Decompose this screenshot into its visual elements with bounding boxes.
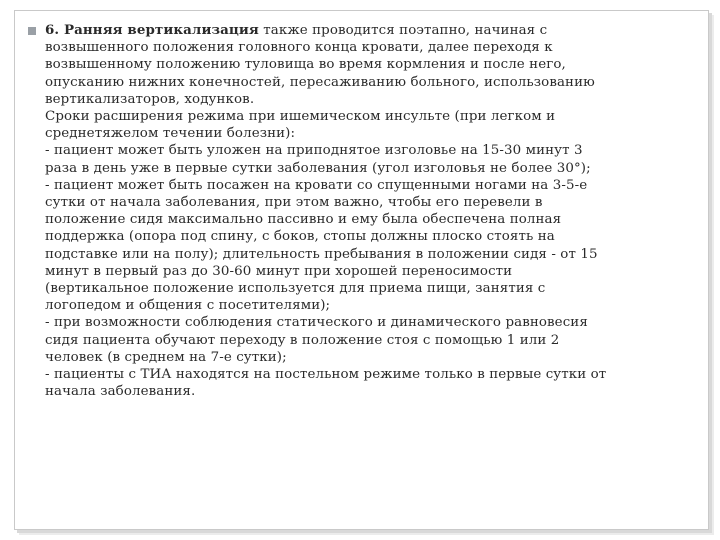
text-line: возвышенного положения головного конца кровати, далее переходя к — [45, 40, 553, 56]
text-line: подставке или на полу); длительность пребывания в положении сидя - от 15 — [45, 246, 598, 262]
text-line: - пациент может быть уложен на приподнятое изголовье на 15-30 минут 3 — [45, 143, 583, 159]
text-line: - при возможности соблюдения статического и динамического равновесия — [45, 315, 588, 331]
text-line: минут в первый раз до 30-60 минут при хорошей переносимости — [45, 263, 513, 279]
text-line: сидя пациента обучают переходу в положение стоя с помощью 1 или 2 — [45, 332, 560, 348]
text-line: опусканию нижних конечностей, пересаживанию больного, использованию — [45, 74, 595, 90]
text-line: поддержка (опора под спину, с боков, стопы должны плоско стоять на — [45, 229, 555, 245]
text-line: раза в день уже в первые сутки заболевания (угол изголовья не более 30°); — [45, 160, 591, 176]
text-line: положение сидя максимально пассивно и ему была обеспечена полная — [45, 212, 562, 228]
text-line: сутки от начала заболевания, при этом важно, чтобы его перевели в — [45, 195, 543, 211]
text-line: вертикализаторов, ходунков. — [45, 91, 255, 107]
text-line: возвышенному положению туловища во время кормления и после него, — [45, 57, 566, 73]
text-line: Сроки расширения режима при ишемическом инсульте (при легком и — [45, 109, 556, 125]
text-line: - пациенты с ТИА находятся на постельном режиме только в первые сутки от — [45, 367, 607, 383]
section-heading: 6. Ранняя вертикализация — [45, 22, 259, 38]
paragraph-text — [45, 22, 685, 400]
heading-continuation: также проводится поэтапно, начиная с — [258, 23, 548, 38]
text-line: - пациент может быть посажен на кровати со спущенными ногами на 3-5-е — [45, 177, 588, 193]
text-line: логопедом и общения с посетителями); — [45, 298, 331, 314]
text-line: среднетяжелом течении болезни): — [45, 126, 296, 142]
text-line: (вертикальное положение используется для приема пищи, занятия с — [45, 281, 546, 297]
square-bullet-icon — [28, 27, 36, 35]
text-line: человек (в среднем на 7-е сутки); — [45, 349, 287, 365]
text-line — [45, 22, 685, 39]
text-line: начала заболевания. — [45, 384, 196, 400]
